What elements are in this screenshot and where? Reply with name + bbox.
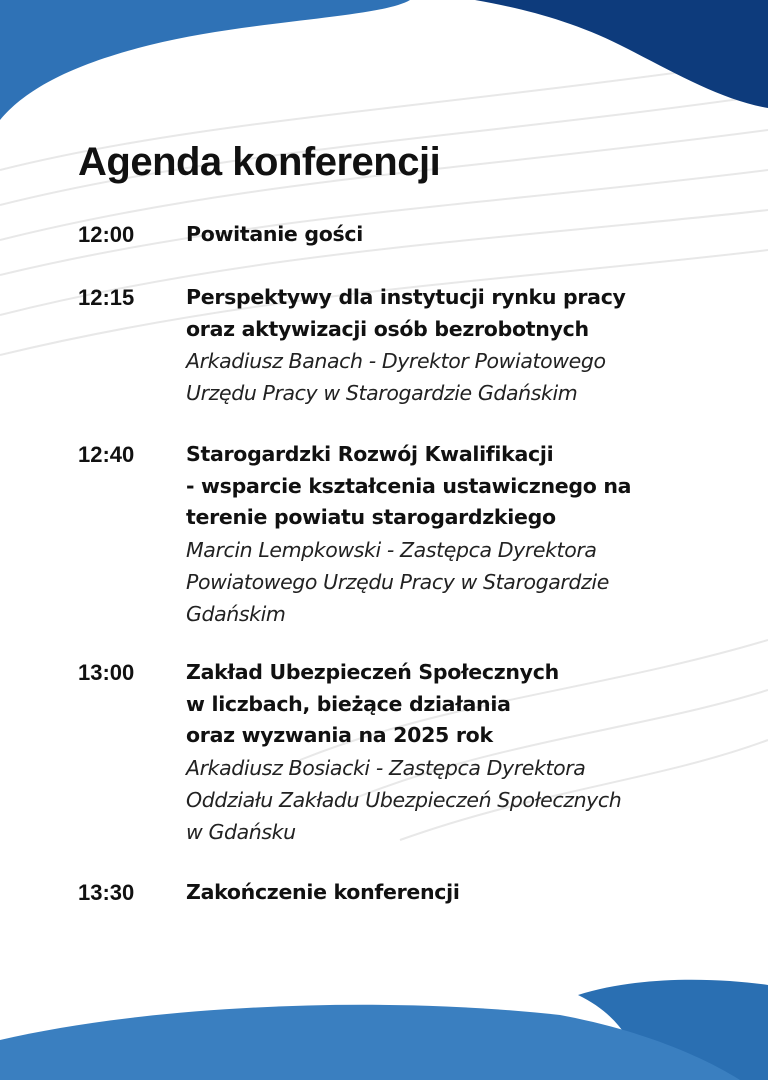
agenda-item-title: Zakład Ubezpieczeń Społecznych w liczbach, bieżące działania oraz wyzwania na 2025 rok	[186, 660, 559, 747]
agenda-time: 12:40	[78, 442, 135, 467]
agenda-item-title: Perspektywy dla instytucji rynku pracy oraz aktywizacji osób bezrobotnych	[186, 285, 626, 341]
agenda-time: 13:30	[78, 880, 135, 905]
agenda-item-title: Powitanie gości	[186, 222, 364, 246]
agenda-item-title: Zakończenie konferencji	[186, 880, 460, 904]
page-title: Agenda konferencji	[78, 140, 441, 184]
agenda-time: 12:00	[78, 222, 135, 247]
agenda-speaker: Marcin Lempkowski - Zastępca Dyrektora Powiatowego Urzędu Pracy w Starogardzie Gdańskim	[186, 537, 609, 626]
agenda-speaker: Arkadiusz Banach - Dyrektor Powiatowego Urzędu Pracy w Starogardzie Gdańskim	[186, 349, 606, 405]
agenda-time: 13:00	[78, 660, 135, 685]
agenda-speaker: Arkadiusz Bosiacki - Zastępca Dyrektora Oddziału Zakładu Ubezpieczeń Społecznych w Gdańsku	[186, 755, 622, 844]
agenda-item-title: Starogardzki Rozwój Kwalifikacji - wsparcie kształcenia ustawicznego na terenie powiatu starogardzkiego	[186, 442, 632, 529]
agenda-time: 12:15	[78, 285, 135, 310]
